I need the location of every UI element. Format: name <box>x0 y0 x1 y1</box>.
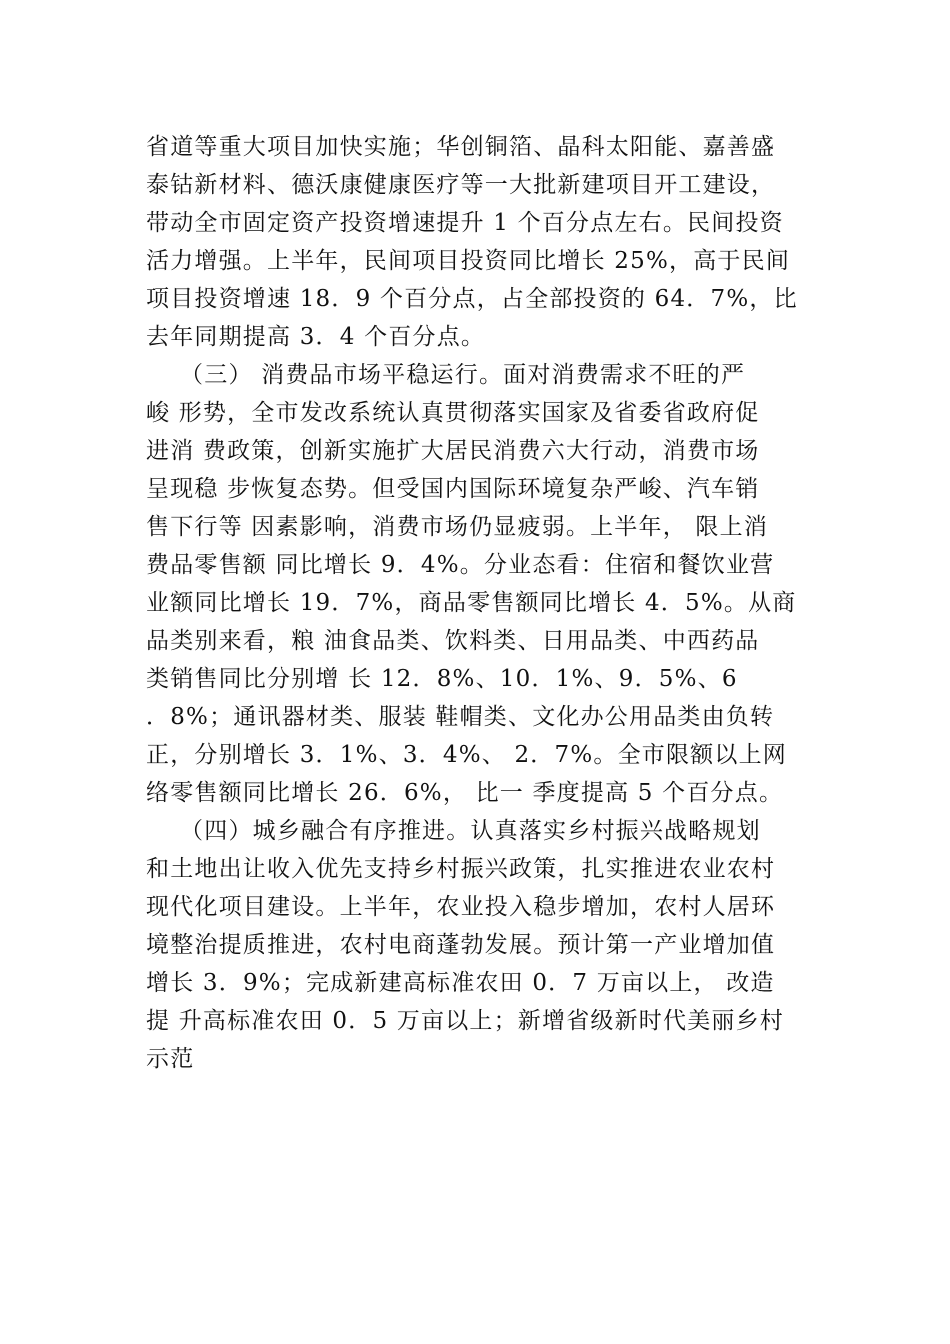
text-line: 业额同比增长 19．7%，商品零售额同比增长 4．5%。从商 <box>146 590 797 616</box>
text-line: 项目投资增速 18．9 个百分点，占全部投资的 64．7%，比 <box>146 286 798 312</box>
text-line: 类销售同比分别增 长 12．8%、10．1%、9．5%、6 <box>146 666 738 692</box>
text-line: 峻 形势，全市发改系统认真贯彻落实国家及省委省政府促 <box>146 400 760 426</box>
body-text <box>146 128 826 1078</box>
text-line: 费品零售额 同比增长 9．4%。分业态看：住宿和餐饮业营 <box>146 552 775 578</box>
text-line: 正，分别增长 3．1%、3．4%、 2．7%。全市限额以上网 <box>146 742 787 768</box>
text-line: 省道等重大项目加快实施；华创铜箔、晶科太阳能、嘉善盛 <box>146 134 776 160</box>
text-line: 呈现稳 步恢复态势。但受国内国际环境复杂严峻、汽车销 <box>146 476 760 502</box>
text-line: 现代化项目建设。上半年，农业投入稳步增加，农村人居环 <box>146 894 776 920</box>
text-line: 品类别来看，粮 油食品类、饮料类、日用品类、中西药品 <box>146 628 760 654</box>
text-line: 带动全市固定资产投资增速提升 1 个百分点左右。民间投资 <box>146 210 784 236</box>
text-line: 境整治提质推进，农村电商蓬勃发展。预计第一产业增加值 <box>146 932 776 958</box>
text-line: 泰钴新材料、德沃康健康医疗等一大批新建项目开工建设， <box>146 172 776 198</box>
text-line: 去年同期提高 3．4 个百分点。 <box>146 324 486 350</box>
text-line: 示范 <box>146 1046 195 1072</box>
text-line: 售下行等 因素影响，消费市场仍显疲弱。上半年， 限上消 <box>146 514 769 540</box>
text-line: 络零售额同比增长 26．6%， 比一 季度提高 5 个百分点。 <box>146 780 784 806</box>
text-line: ．8%；通讯器材类、服装 鞋帽类、文化办公用品类由负转 <box>146 704 775 730</box>
text-line: （四）城乡融合有序推进。认真落实乡村振兴战略规划 <box>146 818 761 844</box>
text-line: 增长 3．9%；完成新建高标准农田 0．7 万亩以上， 改造 <box>146 970 775 996</box>
text-line: （三） 消费品市场平稳运行。面对消费需求不旺的严 <box>146 362 746 388</box>
text-line: 活力增强。上半年，民间项目投资同比增长 25%，高于民间 <box>146 248 791 274</box>
text-line: 和土地出让收入优先支持乡村振兴政策，扎实推进农业农村 <box>146 856 776 882</box>
text-line: 提 升高标准农田 0．5 万亩以上；新增省级新时代美丽乡村 <box>146 1008 784 1034</box>
text-line: 进消 费政策，创新实施扩大居民消费六大行动，消费市场 <box>146 438 760 464</box>
